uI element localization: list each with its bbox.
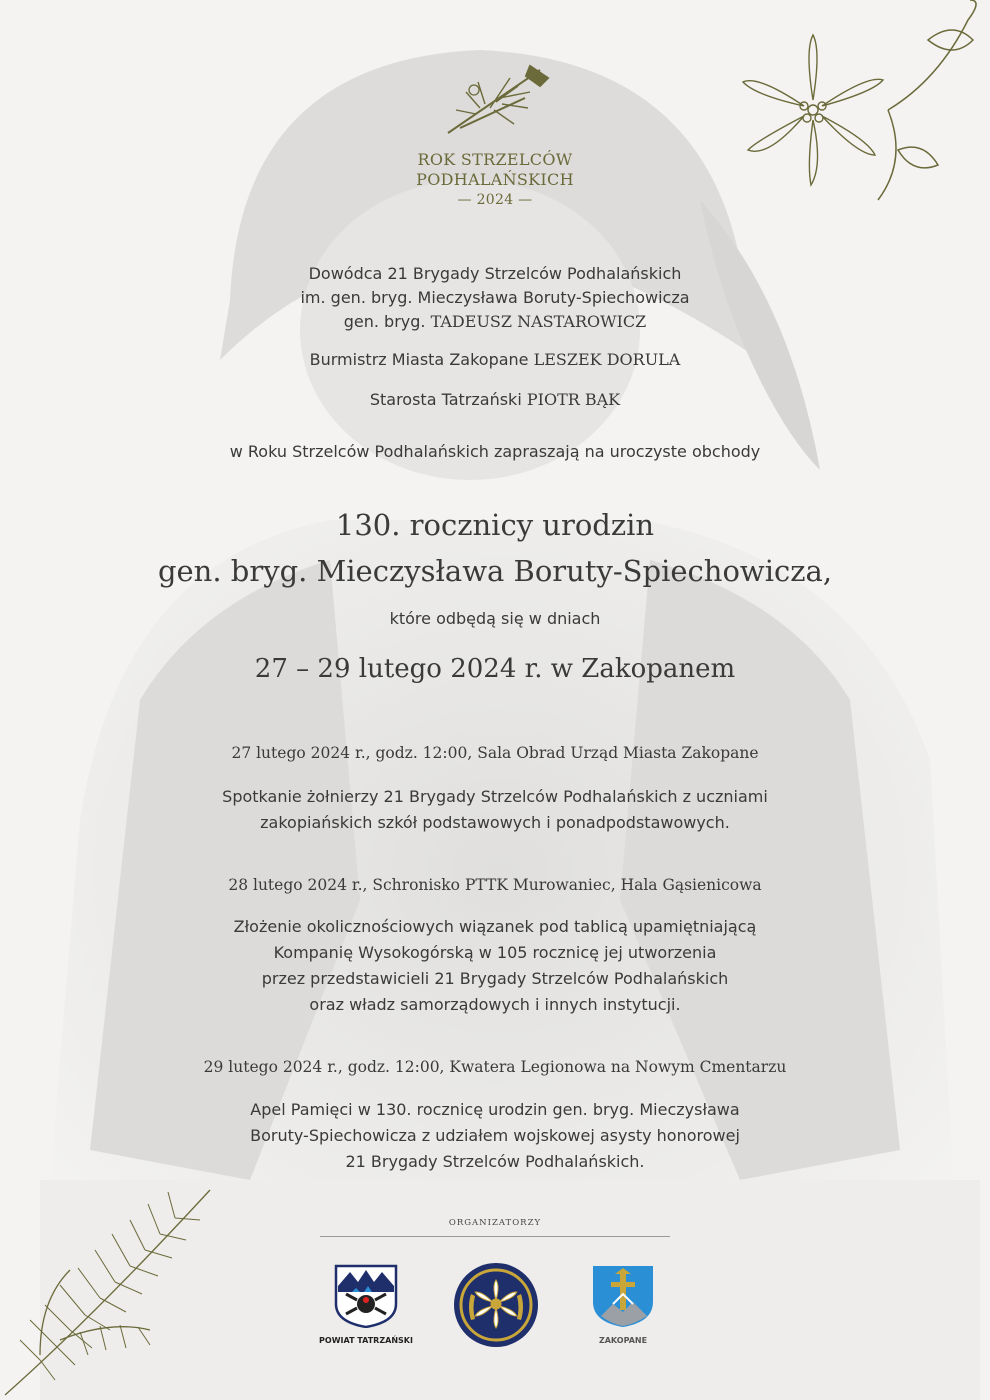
emblem-line2: PODHALAŃSKICH	[416, 170, 574, 189]
event-2-line: oraz władz samorządowych i innych instytucji.	[309, 995, 681, 1014]
mayor-name: LESZEK DORULA	[533, 350, 681, 369]
emblem-year: — 2024 —	[457, 192, 533, 208]
mayor-line	[0, 350, 990, 369]
commander-prefix: gen. bryg.	[343, 312, 431, 331]
powiat-tatrzanski-crest-icon	[334, 1264, 398, 1328]
event-3-heading: 29 lutego 2024 r., godz. 12:00, Kwatera Legionowa na Nowym Cmentarzu	[203, 1058, 787, 1076]
commander-line2: im. gen. bryg. Mieczysława Boruty-Spiechowicza	[300, 288, 690, 307]
event-title-line1: 130. rocznicy urodzin	[335, 508, 655, 542]
event-2-line: Złożenie okolicznościowych wiązanek pod tablicą upamiętniającą	[233, 917, 757, 936]
commander-block	[0, 262, 990, 334]
commander-line1: Dowódca 21 Brygady Strzelców Podhalańskich	[308, 264, 682, 283]
organizers-divider	[320, 1236, 670, 1237]
event-3-description	[0, 1097, 990, 1175]
zakopane-caption: ZAKOPANE	[598, 1336, 648, 1345]
event-3-line: Boruty-Spiechowicza z udziałem wojskowej asysty honorowej	[250, 1126, 740, 1145]
event-3-line: Apel Pamięci w 130. rocznicę urodzin gen. bryg. Mieczysława	[250, 1100, 740, 1119]
event-2-line: przez przedstawicieli 21 Brygady Strzelców Podhalańskich	[261, 969, 729, 988]
event-1-line: Spotkanie żołnierzy 21 Brygady Strzelców Podhalańskich z uczniami	[222, 787, 768, 806]
event-title	[0, 502, 990, 594]
emblem-line1: ROK STRZELCÓW	[417, 150, 573, 169]
starosta-prefix: Starosta Tatrzański	[369, 390, 527, 409]
mayor-prefix: Burmistrz Miasta Zakopane	[309, 350, 534, 369]
starosta-name: PIOTR BĄK	[526, 390, 621, 409]
zakopane-coat-of-arms-icon	[591, 1264, 655, 1328]
year-emblem-title	[345, 150, 645, 210]
event-dates: 27 – 29 lutego 2024 r. w Zakopanem	[254, 654, 736, 684]
event-2-line: Kompanię Wysokogórską w 105 rocznicę jej utworzenia	[273, 943, 717, 962]
event-3-line: 21 Brygady Strzelców Podhalańskich.	[345, 1152, 645, 1171]
commander-name: TADEUSZ NASTAROWICZ	[430, 312, 647, 331]
event-1-description	[0, 784, 990, 836]
event-2-heading: 28 lutego 2024 r., Schronisko PTTK Murowaniec, Hala Gąsienicowa	[228, 876, 762, 894]
invitation-intro2: które odbędą się w dniach	[389, 609, 601, 628]
powiat-tatrzanski-caption: POWIAT TATRZAŃSKI	[319, 1336, 413, 1345]
commander-line3	[0, 310, 990, 334]
invitation-intro: w Roku Strzelców Podhalańskich zapraszają na uroczyste obchody	[229, 442, 761, 461]
starosta-line	[0, 390, 990, 409]
event-1-line: zakopiańskich szkół podstawowych i ponadpodstawowych.	[260, 813, 730, 832]
event-title-line2: gen. bryg. Mieczysława Boruty-Spiechowicza,	[157, 554, 833, 588]
event-1-heading: 27 lutego 2024 r., godz. 12:00, Sala Obrad Urząd Miasta Zakopane	[231, 744, 759, 762]
event-2-description	[0, 914, 990, 1018]
organizers-label: ORGANIZATORZY	[448, 1218, 542, 1228]
brigade-edelweiss-badge-icon	[453, 1262, 539, 1348]
